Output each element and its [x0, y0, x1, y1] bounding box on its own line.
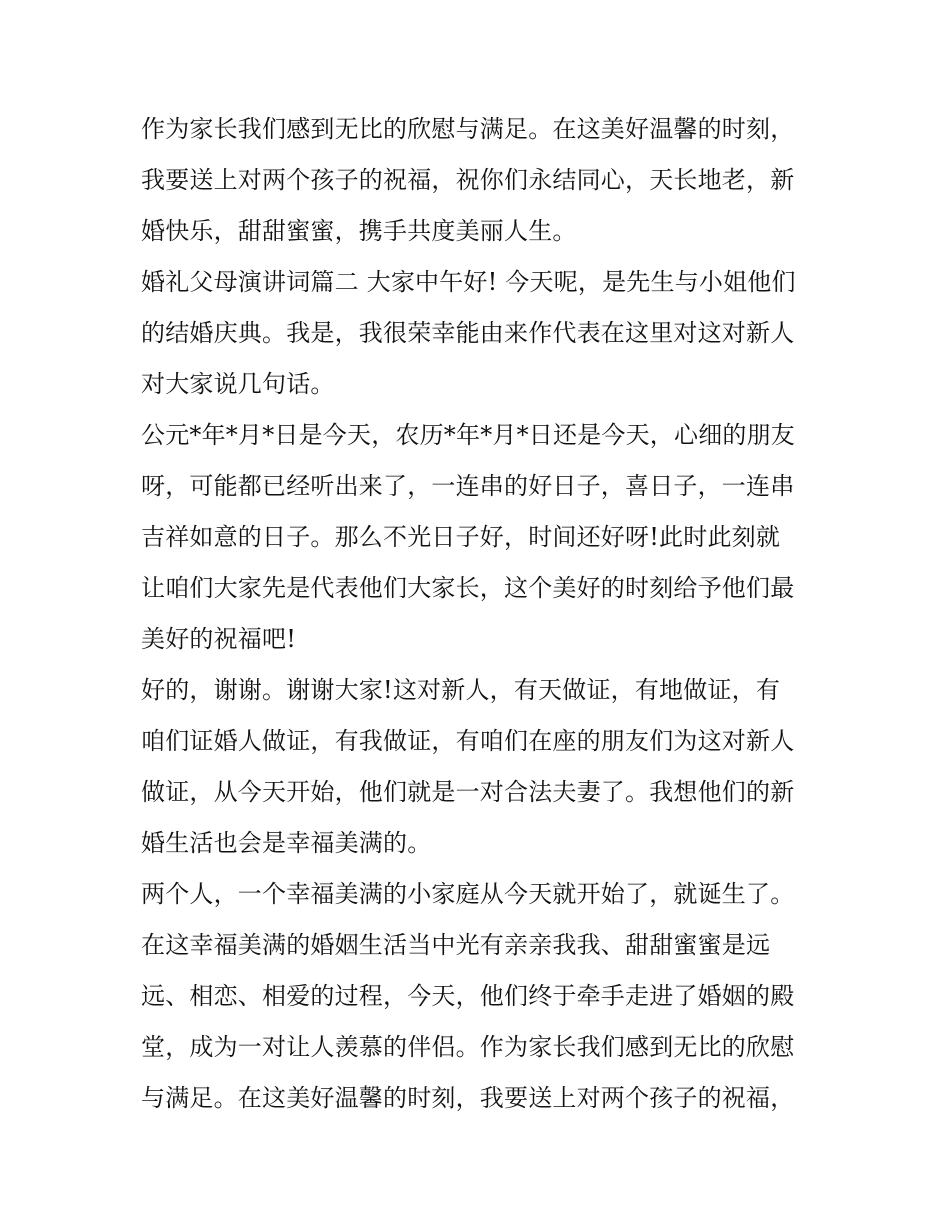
text-line: 让咱们大家先是代表他们大家长，这个美好的时刻给予他们最	[141, 574, 795, 602]
text-line: 两个人，一个幸福美满的小家庭从今天就开始了，就诞生了。	[141, 880, 795, 908]
text-line: 与满足。在这美好温馨的时刻，我要送上对两个孩子的祝福，	[141, 1084, 795, 1112]
speech-text	[141, 104, 821, 1124]
text-line: 做证，从今天开始，他们就是一对合法夫妻了。我想他们的新	[141, 778, 795, 806]
text-line: 好的，谢谢。谢谢大家!这对新人，有天做证，有地做证，有	[141, 676, 781, 704]
text-line: 婚生活也会是幸福美满的。	[141, 829, 432, 857]
text-line: 公元*年*月*日是今天，农历*年*月*日还是今天，心细的朋友	[141, 421, 795, 449]
text-line: 远、相恋、相爱的过程，今天，他们终于牵手走进了婚姻的殿	[141, 982, 795, 1010]
text-line: 婚快乐，甜甜蜜蜜，携手共度美丽人生。	[141, 217, 577, 245]
text-line: 我要送上对两个孩子的祝福，祝你们永结同心，天长地老，新	[141, 166, 795, 194]
text-line: 婚礼父母演讲词篇二 大家中午好! 今天呢，是先生与小姐他们	[141, 268, 796, 296]
text-line: 作为家长我们感到无比的欣慰与满足。在这美好温馨的时刻，	[141, 115, 795, 143]
text-line: 对大家说几句话。	[141, 370, 335, 398]
text-line: 在这幸福美满的婚姻生活当中光有亲亲我我、甜甜蜜蜜是远	[141, 931, 771, 959]
text-line: 的结婚庆典。我是，我很荣幸能由来作代表在这里对这对新人	[141, 319, 795, 347]
text-line: 吉祥如意的日子。那么不光日子好，时间还好呀!此时此刻就	[141, 523, 781, 551]
text-line: 呀，可能都已经听出来了，一连串的好日子，喜日子，一连串	[141, 472, 795, 500]
text-line: 美好的祝福吧!	[141, 625, 297, 653]
text-line: 堂，成为一对让人羡慕的伴侣。作为家长我们感到无比的欣慰	[141, 1033, 795, 1061]
text-line: 咱们证婚人做证，有我做证，有咱们在座的朋友们为这对新人	[141, 727, 795, 755]
